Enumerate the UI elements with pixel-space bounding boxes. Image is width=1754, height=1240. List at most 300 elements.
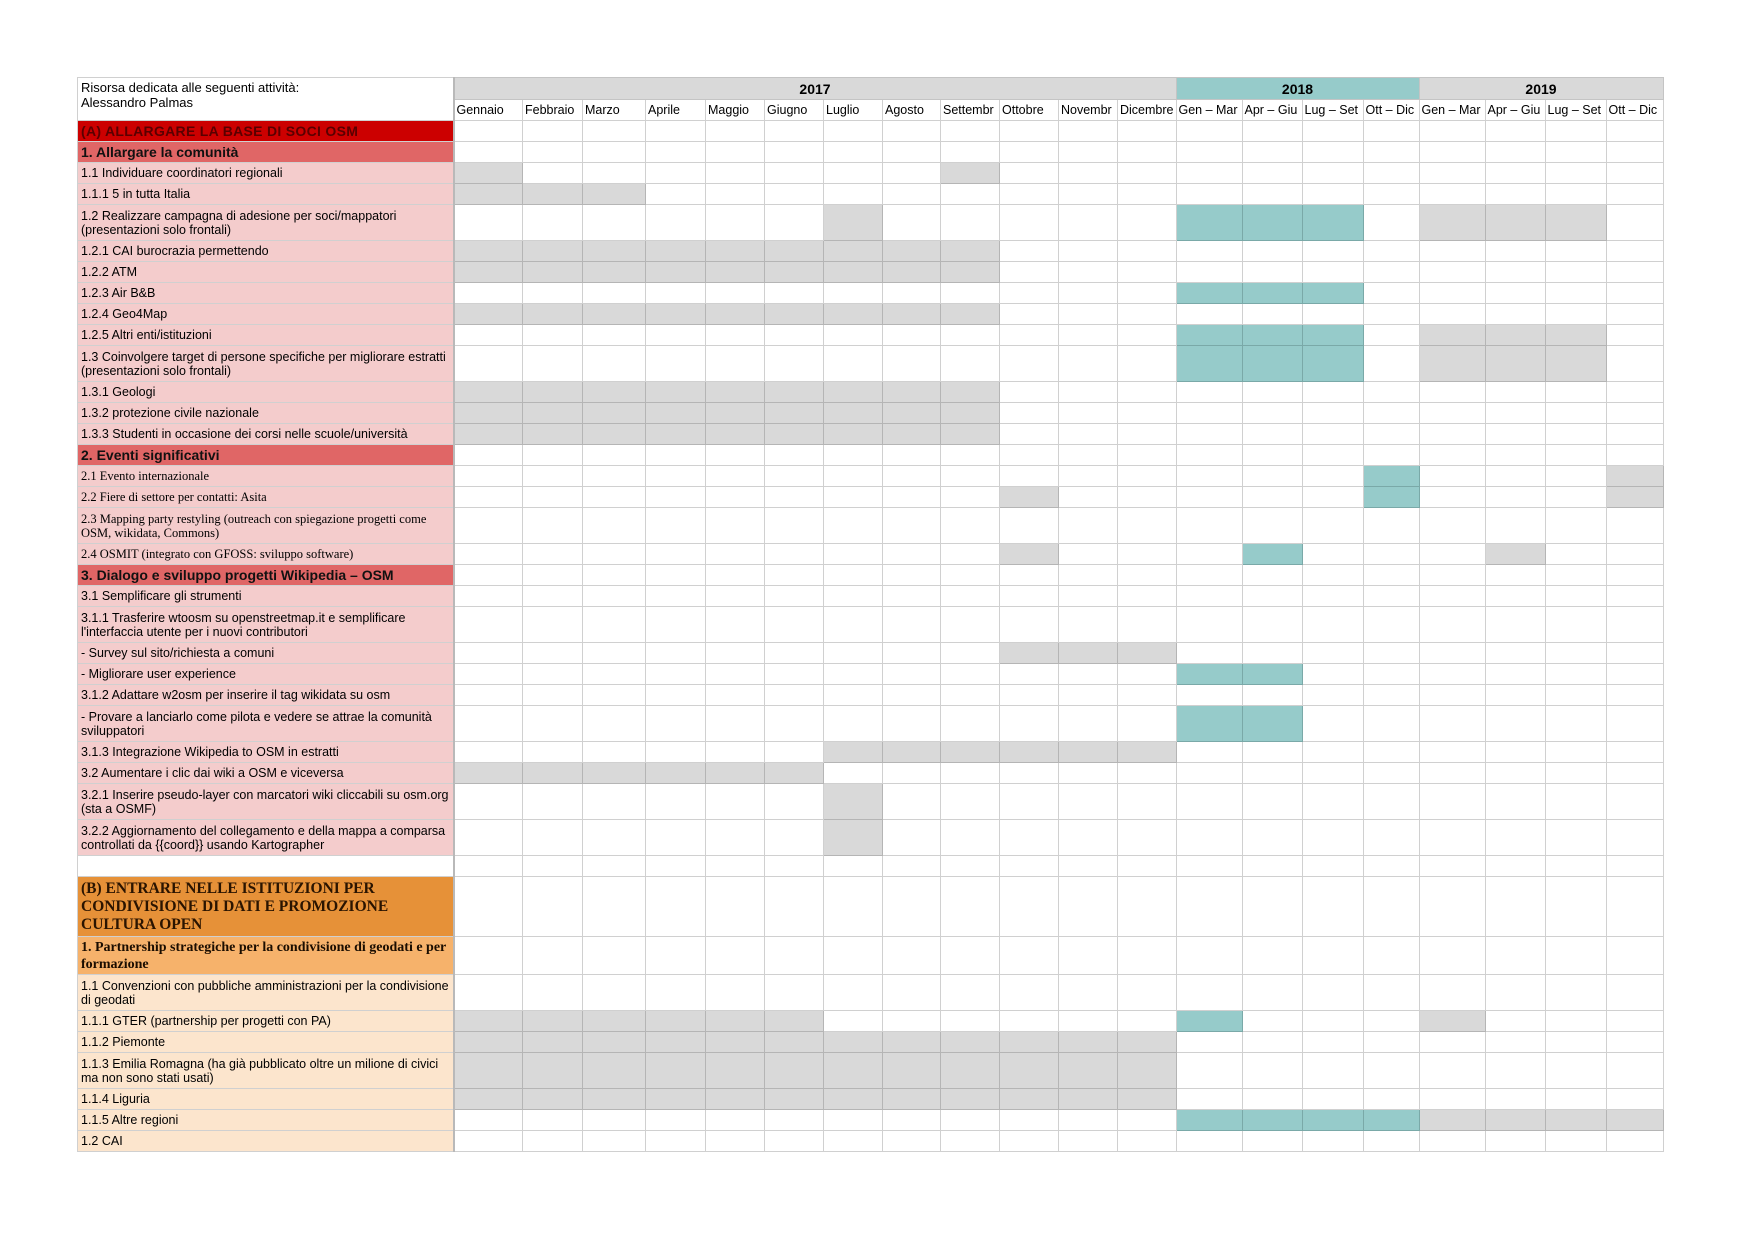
empty-cell[interactable] <box>1118 382 1177 403</box>
empty-cell[interactable] <box>1606 403 1663 424</box>
empty-cell[interactable] <box>1118 487 1177 508</box>
empty-cell[interactable] <box>646 586 706 607</box>
empty-cell[interactable] <box>1606 445 1663 466</box>
empty-cell[interactable] <box>583 877 646 937</box>
empty-cell[interactable] <box>523 607 583 643</box>
empty-cell[interactable] <box>1363 586 1419 607</box>
empty-cell[interactable] <box>765 586 824 607</box>
activity-label[interactable]: 1.1.2 Piemonte <box>78 1032 454 1053</box>
activity-label[interactable]: 2.3 Mapping party restyling (outreach con spiegazione progetti come OSM, wikidata, Commons) <box>78 508 454 544</box>
empty-cell[interactable] <box>765 121 824 142</box>
planned-cell-grey[interactable] <box>883 382 941 403</box>
planned-cell-teal[interactable] <box>1302 325 1363 346</box>
planned-cell-grey[interactable] <box>583 424 646 445</box>
planned-cell-grey[interactable] <box>646 262 706 283</box>
empty-cell[interactable] <box>1059 664 1118 685</box>
planned-cell-teal[interactable] <box>1302 346 1363 382</box>
planned-cell-grey[interactable] <box>765 241 824 262</box>
empty-cell[interactable] <box>523 205 583 241</box>
empty-cell[interactable] <box>1302 586 1363 607</box>
empty-cell[interactable] <box>1606 163 1663 184</box>
planned-cell-grey[interactable] <box>454 1032 523 1053</box>
empty-cell[interactable] <box>1363 1053 1419 1089</box>
empty-cell[interactable] <box>1545 121 1606 142</box>
empty-cell[interactable] <box>646 607 706 643</box>
empty-cell[interactable] <box>1176 163 1242 184</box>
empty-cell[interactable] <box>646 142 706 163</box>
empty-cell[interactable] <box>1176 487 1242 508</box>
empty-cell[interactable] <box>1606 607 1663 643</box>
planned-cell-grey[interactable] <box>824 1053 883 1089</box>
empty-cell[interactable] <box>1242 877 1302 937</box>
empty-cell[interactable] <box>883 508 941 544</box>
empty-cell[interactable] <box>765 508 824 544</box>
empty-cell[interactable] <box>523 121 583 142</box>
planned-cell-grey[interactable] <box>1000 742 1059 763</box>
empty-cell[interactable] <box>1545 706 1606 742</box>
activity-label[interactable]: (A) ALLARGARE LA BASE DI SOCI OSM <box>78 121 454 142</box>
planned-cell-grey[interactable] <box>824 205 883 241</box>
empty-cell[interactable] <box>1419 403 1485 424</box>
empty-cell[interactable] <box>1419 763 1485 784</box>
empty-cell[interactable] <box>824 565 883 586</box>
empty-cell[interactable] <box>1363 184 1419 205</box>
empty-cell[interactable] <box>1059 1110 1118 1131</box>
empty-cell[interactable] <box>523 487 583 508</box>
empty-cell[interactable] <box>523 586 583 607</box>
empty-cell[interactable] <box>454 445 523 466</box>
empty-cell[interactable] <box>883 565 941 586</box>
empty-cell[interactable] <box>454 937 523 975</box>
empty-cell[interactable] <box>883 763 941 784</box>
activity-label[interactable]: 1.2.1 CAI burocrazia permettendo <box>78 241 454 262</box>
empty-cell[interactable] <box>1545 643 1606 664</box>
empty-cell[interactable] <box>1000 820 1059 856</box>
empty-cell[interactable] <box>1485 820 1545 856</box>
empty-cell[interactable] <box>883 1131 941 1152</box>
empty-cell[interactable] <box>941 283 1000 304</box>
empty-cell[interactable] <box>1545 382 1606 403</box>
empty-cell[interactable] <box>1545 163 1606 184</box>
planned-cell-grey[interactable] <box>583 1053 646 1089</box>
empty-cell[interactable] <box>1302 742 1363 763</box>
empty-cell[interactable] <box>1485 262 1545 283</box>
empty-cell[interactable] <box>1363 424 1419 445</box>
activity-label[interactable]: 1.1 Individuare coordinatori regionali <box>78 163 454 184</box>
empty-cell[interactable] <box>1000 163 1059 184</box>
empty-cell[interactable] <box>824 1011 883 1032</box>
activity-label[interactable]: 1.3.2 protezione civile nazionale <box>78 403 454 424</box>
planned-cell-grey[interactable] <box>883 424 941 445</box>
empty-cell[interactable] <box>941 975 1000 1011</box>
empty-cell[interactable] <box>883 142 941 163</box>
planned-cell-grey[interactable] <box>523 241 583 262</box>
empty-cell[interactable] <box>454 205 523 241</box>
empty-cell[interactable] <box>1419 424 1485 445</box>
planned-cell-teal[interactable] <box>1176 1011 1242 1032</box>
planned-cell-grey[interactable] <box>583 241 646 262</box>
empty-cell[interactable] <box>1606 1053 1663 1089</box>
empty-cell[interactable] <box>1606 121 1663 142</box>
activity-label[interactable]: - Survey sul sito/richiesta a comuni <box>78 643 454 664</box>
planned-cell-grey[interactable] <box>1485 205 1545 241</box>
planned-cell-grey[interactable] <box>1485 1110 1545 1131</box>
empty-cell[interactable] <box>1000 121 1059 142</box>
empty-cell[interactable] <box>1059 241 1118 262</box>
planned-cell-grey[interactable] <box>523 763 583 784</box>
empty-cell[interactable] <box>706 445 765 466</box>
empty-cell[interactable] <box>883 1011 941 1032</box>
empty-cell[interactable] <box>1606 184 1663 205</box>
empty-cell[interactable] <box>1302 163 1363 184</box>
planned-cell-grey[interactable] <box>706 304 765 325</box>
planned-cell-teal[interactable] <box>1242 283 1302 304</box>
planned-cell-grey[interactable] <box>583 1032 646 1053</box>
empty-cell[interactable] <box>824 664 883 685</box>
empty-cell[interactable] <box>454 325 523 346</box>
empty-cell[interactable] <box>1059 184 1118 205</box>
empty-cell[interactable] <box>1485 685 1545 706</box>
activity-label[interactable]: 2. Eventi significativi <box>78 445 454 466</box>
empty-cell[interactable] <box>1606 664 1663 685</box>
empty-cell[interactable] <box>646 820 706 856</box>
empty-cell[interactable] <box>706 685 765 706</box>
empty-cell[interactable] <box>454 142 523 163</box>
planned-cell-grey[interactable] <box>824 262 883 283</box>
empty-cell[interactable] <box>1059 1011 1118 1032</box>
empty-cell[interactable] <box>1545 820 1606 856</box>
activity-label[interactable]: 1.1.3 Emilia Romagna (ha già pubblicato oltre un milione di civici ma non sono stati usati) <box>78 1053 454 1089</box>
empty-cell[interactable] <box>1118 262 1177 283</box>
empty-cell[interactable] <box>941 820 1000 856</box>
empty-cell[interactable] <box>1545 685 1606 706</box>
empty-cell[interactable] <box>454 975 523 1011</box>
planned-cell-grey[interactable] <box>523 1032 583 1053</box>
planned-cell-grey[interactable] <box>523 184 583 205</box>
empty-cell[interactable] <box>1242 466 1302 487</box>
empty-cell[interactable] <box>454 1110 523 1131</box>
activity-label[interactable]: 3.1 Semplificare gli strumenti <box>78 586 454 607</box>
empty-cell[interactable] <box>1545 241 1606 262</box>
empty-cell[interactable] <box>1000 937 1059 975</box>
empty-cell[interactable] <box>1363 1089 1419 1110</box>
empty-cell[interactable] <box>1302 643 1363 664</box>
empty-cell[interactable] <box>583 784 646 820</box>
planned-cell-grey[interactable] <box>706 1011 765 1032</box>
activity-label[interactable]: 3.2.1 Inserire pseudo-layer con marcatori wiki cliccabili su osm.org (sta a OSMF) <box>78 784 454 820</box>
empty-cell[interactable] <box>1419 142 1485 163</box>
empty-cell[interactable] <box>1176 742 1242 763</box>
empty-cell[interactable] <box>1485 586 1545 607</box>
planned-cell-grey[interactable] <box>765 1089 824 1110</box>
activity-label[interactable]: (B) ENTRARE NELLE ISTITUZIONI PER CONDIVISIONE DI DATI E PROMOZIONE CULTURA OPEN <box>78 877 454 937</box>
planned-cell-grey[interactable] <box>1545 346 1606 382</box>
empty-cell[interactable] <box>1000 382 1059 403</box>
empty-cell[interactable] <box>1242 445 1302 466</box>
empty-cell[interactable] <box>646 1110 706 1131</box>
empty-cell[interactable] <box>454 346 523 382</box>
planned-cell-grey[interactable] <box>646 763 706 784</box>
empty-cell[interactable] <box>941 1110 1000 1131</box>
empty-cell[interactable] <box>883 346 941 382</box>
empty-cell[interactable] <box>523 877 583 937</box>
empty-cell[interactable] <box>1606 685 1663 706</box>
empty-cell[interactable] <box>1118 1011 1177 1032</box>
planned-cell-grey[interactable] <box>941 742 1000 763</box>
empty-cell[interactable] <box>1000 466 1059 487</box>
empty-cell[interactable] <box>941 664 1000 685</box>
empty-cell[interactable] <box>1242 1053 1302 1089</box>
planned-cell-grey[interactable] <box>706 1089 765 1110</box>
empty-cell[interactable] <box>1059 508 1118 544</box>
empty-cell[interactable] <box>523 937 583 975</box>
empty-cell[interactable] <box>646 346 706 382</box>
planned-cell-grey[interactable] <box>583 184 646 205</box>
empty-cell[interactable] <box>454 508 523 544</box>
planned-cell-grey[interactable] <box>1059 1089 1118 1110</box>
empty-cell[interactable] <box>583 820 646 856</box>
empty-cell[interactable] <box>1242 1032 1302 1053</box>
activity-label[interactable]: 3.2.2 Aggiornamento del collegamento e della mappa a comparsa controllati da {{coord}} usando Kartographer <box>78 820 454 856</box>
empty-cell[interactable] <box>454 586 523 607</box>
empty-cell[interactable] <box>1176 262 1242 283</box>
empty-cell[interactable] <box>1363 445 1419 466</box>
empty-cell[interactable] <box>583 325 646 346</box>
empty-cell[interactable] <box>1302 184 1363 205</box>
empty-cell[interactable] <box>1302 820 1363 856</box>
empty-cell[interactable] <box>1545 975 1606 1011</box>
activity-label[interactable]: 1.2.3 Air B&B <box>78 283 454 304</box>
activity-label[interactable]: - Provare a lanciarlo come pilota e vedere se attrae la comunità sviluppatori <box>78 706 454 742</box>
empty-cell[interactable] <box>1302 1032 1363 1053</box>
empty-cell[interactable] <box>1059 975 1118 1011</box>
empty-cell[interactable] <box>706 346 765 382</box>
empty-cell[interactable] <box>706 325 765 346</box>
planned-cell-grey[interactable] <box>941 241 1000 262</box>
empty-cell[interactable] <box>1302 877 1363 937</box>
empty-cell[interactable] <box>454 643 523 664</box>
activity-label[interactable]: 3.1.1 Trasferire wtoosm su openstreetmap.it e semplificare l'interfaccia utente per i nuovi contributori <box>78 607 454 643</box>
empty-cell[interactable] <box>824 163 883 184</box>
empty-cell[interactable] <box>1606 856 1663 877</box>
activity-label[interactable]: 3.2 Aumentare i clic dai wiki a OSM e viceversa <box>78 763 454 784</box>
empty-cell[interactable] <box>1000 346 1059 382</box>
empty-cell[interactable] <box>1485 142 1545 163</box>
empty-cell[interactable] <box>1606 586 1663 607</box>
empty-cell[interactable] <box>1000 283 1059 304</box>
empty-cell[interactable] <box>1606 565 1663 586</box>
planned-cell-grey[interactable] <box>1485 544 1545 565</box>
empty-cell[interactable] <box>1302 685 1363 706</box>
empty-cell[interactable] <box>1059 424 1118 445</box>
empty-cell[interactable] <box>824 937 883 975</box>
planned-cell-grey[interactable] <box>646 382 706 403</box>
empty-cell[interactable] <box>1118 142 1177 163</box>
empty-cell[interactable] <box>1419 283 1485 304</box>
planned-cell-grey[interactable] <box>765 763 824 784</box>
empty-cell[interactable] <box>883 877 941 937</box>
empty-cell[interactable] <box>941 445 1000 466</box>
empty-cell[interactable] <box>1302 121 1363 142</box>
empty-cell[interactable] <box>941 763 1000 784</box>
empty-cell[interactable] <box>1606 283 1663 304</box>
empty-cell[interactable] <box>1606 643 1663 664</box>
empty-cell[interactable] <box>646 742 706 763</box>
planned-cell-grey[interactable] <box>454 304 523 325</box>
empty-cell[interactable] <box>1419 685 1485 706</box>
empty-cell[interactable] <box>1059 1131 1118 1152</box>
empty-cell[interactable] <box>941 466 1000 487</box>
empty-cell[interactable] <box>765 1110 824 1131</box>
empty-cell[interactable] <box>883 664 941 685</box>
empty-cell[interactable] <box>1059 283 1118 304</box>
empty-cell[interactable] <box>1118 121 1177 142</box>
empty-cell[interactable] <box>1059 820 1118 856</box>
planned-cell-grey[interactable] <box>824 1089 883 1110</box>
empty-cell[interactable] <box>1118 664 1177 685</box>
empty-cell[interactable] <box>1242 586 1302 607</box>
planned-cell-grey[interactable] <box>454 1089 523 1110</box>
empty-cell[interactable] <box>1059 487 1118 508</box>
planned-cell-grey[interactable] <box>883 1032 941 1053</box>
empty-cell[interactable] <box>765 607 824 643</box>
empty-cell[interactable] <box>706 565 765 586</box>
planned-cell-grey[interactable] <box>454 403 523 424</box>
empty-cell[interactable] <box>824 607 883 643</box>
empty-cell[interactable] <box>883 544 941 565</box>
empty-cell[interactable] <box>1118 424 1177 445</box>
empty-cell[interactable] <box>1545 262 1606 283</box>
empty-cell[interactable] <box>646 205 706 241</box>
planned-cell-grey[interactable] <box>1118 1089 1177 1110</box>
empty-cell[interactable] <box>1485 508 1545 544</box>
empty-cell[interactable] <box>646 706 706 742</box>
empty-cell[interactable] <box>765 346 824 382</box>
empty-cell[interactable] <box>1485 487 1545 508</box>
empty-cell[interactable] <box>765 877 824 937</box>
empty-cell[interactable] <box>1118 325 1177 346</box>
planned-cell-teal[interactable] <box>1242 1110 1302 1131</box>
empty-cell[interactable] <box>824 142 883 163</box>
empty-cell[interactable] <box>1302 565 1363 586</box>
planned-cell-grey[interactable] <box>1059 643 1118 664</box>
empty-cell[interactable] <box>523 1131 583 1152</box>
empty-cell[interactable] <box>1242 784 1302 820</box>
empty-cell[interactable] <box>1059 142 1118 163</box>
empty-cell[interactable] <box>1545 586 1606 607</box>
empty-cell[interactable] <box>1545 466 1606 487</box>
empty-cell[interactable] <box>1606 304 1663 325</box>
empty-cell[interactable] <box>1302 706 1363 742</box>
empty-cell[interactable] <box>583 283 646 304</box>
empty-cell[interactable] <box>1363 262 1419 283</box>
empty-cell[interactable] <box>1242 142 1302 163</box>
empty-cell[interactable] <box>1059 784 1118 820</box>
empty-cell[interactable] <box>1545 565 1606 586</box>
planned-cell-grey[interactable] <box>1485 325 1545 346</box>
empty-cell[interactable] <box>1176 586 1242 607</box>
empty-cell[interactable] <box>1059 163 1118 184</box>
planned-cell-grey[interactable] <box>941 262 1000 283</box>
planned-cell-grey[interactable] <box>1545 205 1606 241</box>
empty-cell[interactable] <box>454 856 523 877</box>
empty-cell[interactable] <box>883 820 941 856</box>
empty-cell[interactable] <box>1176 685 1242 706</box>
empty-cell[interactable] <box>1419 742 1485 763</box>
empty-cell[interactable] <box>1363 784 1419 820</box>
empty-cell[interactable] <box>454 742 523 763</box>
empty-cell[interactable] <box>706 784 765 820</box>
empty-cell[interactable] <box>1176 142 1242 163</box>
empty-cell[interactable] <box>1118 283 1177 304</box>
empty-cell[interactable] <box>1242 643 1302 664</box>
empty-cell[interactable] <box>523 1110 583 1131</box>
empty-cell[interactable] <box>1485 856 1545 877</box>
empty-cell[interactable] <box>1363 685 1419 706</box>
empty-cell[interactable] <box>523 466 583 487</box>
planned-cell-grey[interactable] <box>1000 487 1059 508</box>
planned-cell-grey[interactable] <box>646 1053 706 1089</box>
empty-cell[interactable] <box>1302 664 1363 685</box>
empty-cell[interactable] <box>1485 403 1545 424</box>
empty-cell[interactable] <box>706 975 765 1011</box>
empty-cell[interactable] <box>646 643 706 664</box>
planned-cell-grey[interactable] <box>765 382 824 403</box>
empty-cell[interactable] <box>1485 565 1545 586</box>
activity-label[interactable]: 1. Allargare la comunità <box>78 142 454 163</box>
empty-cell[interactable] <box>1118 403 1177 424</box>
planned-cell-grey[interactable] <box>765 1011 824 1032</box>
empty-cell[interactable] <box>824 685 883 706</box>
empty-cell[interactable] <box>1176 643 1242 664</box>
planned-cell-grey[interactable] <box>523 424 583 445</box>
empty-cell[interactable] <box>646 544 706 565</box>
empty-cell[interactable] <box>765 784 824 820</box>
empty-cell[interactable] <box>1302 1053 1363 1089</box>
activity-label[interactable]: 1.2 Realizzare campagna di adesione per soci/mappatori (presentazioni solo frontali) <box>78 205 454 241</box>
planned-cell-grey[interactable] <box>583 1089 646 1110</box>
planned-cell-grey[interactable] <box>883 1053 941 1089</box>
planned-cell-grey[interactable] <box>1419 346 1485 382</box>
empty-cell[interactable] <box>523 325 583 346</box>
empty-cell[interactable] <box>1242 1089 1302 1110</box>
empty-cell[interactable] <box>1176 241 1242 262</box>
empty-cell[interactable] <box>1485 184 1545 205</box>
empty-cell[interactable] <box>824 325 883 346</box>
empty-cell[interactable] <box>1176 1131 1242 1152</box>
empty-cell[interactable] <box>646 283 706 304</box>
planned-cell-teal[interactable] <box>1176 1110 1242 1131</box>
empty-cell[interactable] <box>1419 508 1485 544</box>
empty-cell[interactable] <box>646 487 706 508</box>
empty-cell[interactable] <box>523 565 583 586</box>
empty-cell[interactable] <box>583 445 646 466</box>
empty-cell[interactable] <box>1176 382 1242 403</box>
empty-cell[interactable] <box>1059 346 1118 382</box>
empty-cell[interactable] <box>1363 975 1419 1011</box>
empty-cell[interactable] <box>1302 487 1363 508</box>
planned-cell-grey[interactable] <box>824 403 883 424</box>
empty-cell[interactable] <box>1242 685 1302 706</box>
planned-cell-grey[interactable] <box>706 763 765 784</box>
empty-cell[interactable] <box>1419 820 1485 856</box>
empty-cell[interactable] <box>1242 487 1302 508</box>
empty-cell[interactable] <box>1545 1053 1606 1089</box>
empty-cell[interactable] <box>1176 856 1242 877</box>
empty-cell[interactable] <box>1000 508 1059 544</box>
empty-cell[interactable] <box>523 742 583 763</box>
planned-cell-grey[interactable] <box>1059 742 1118 763</box>
